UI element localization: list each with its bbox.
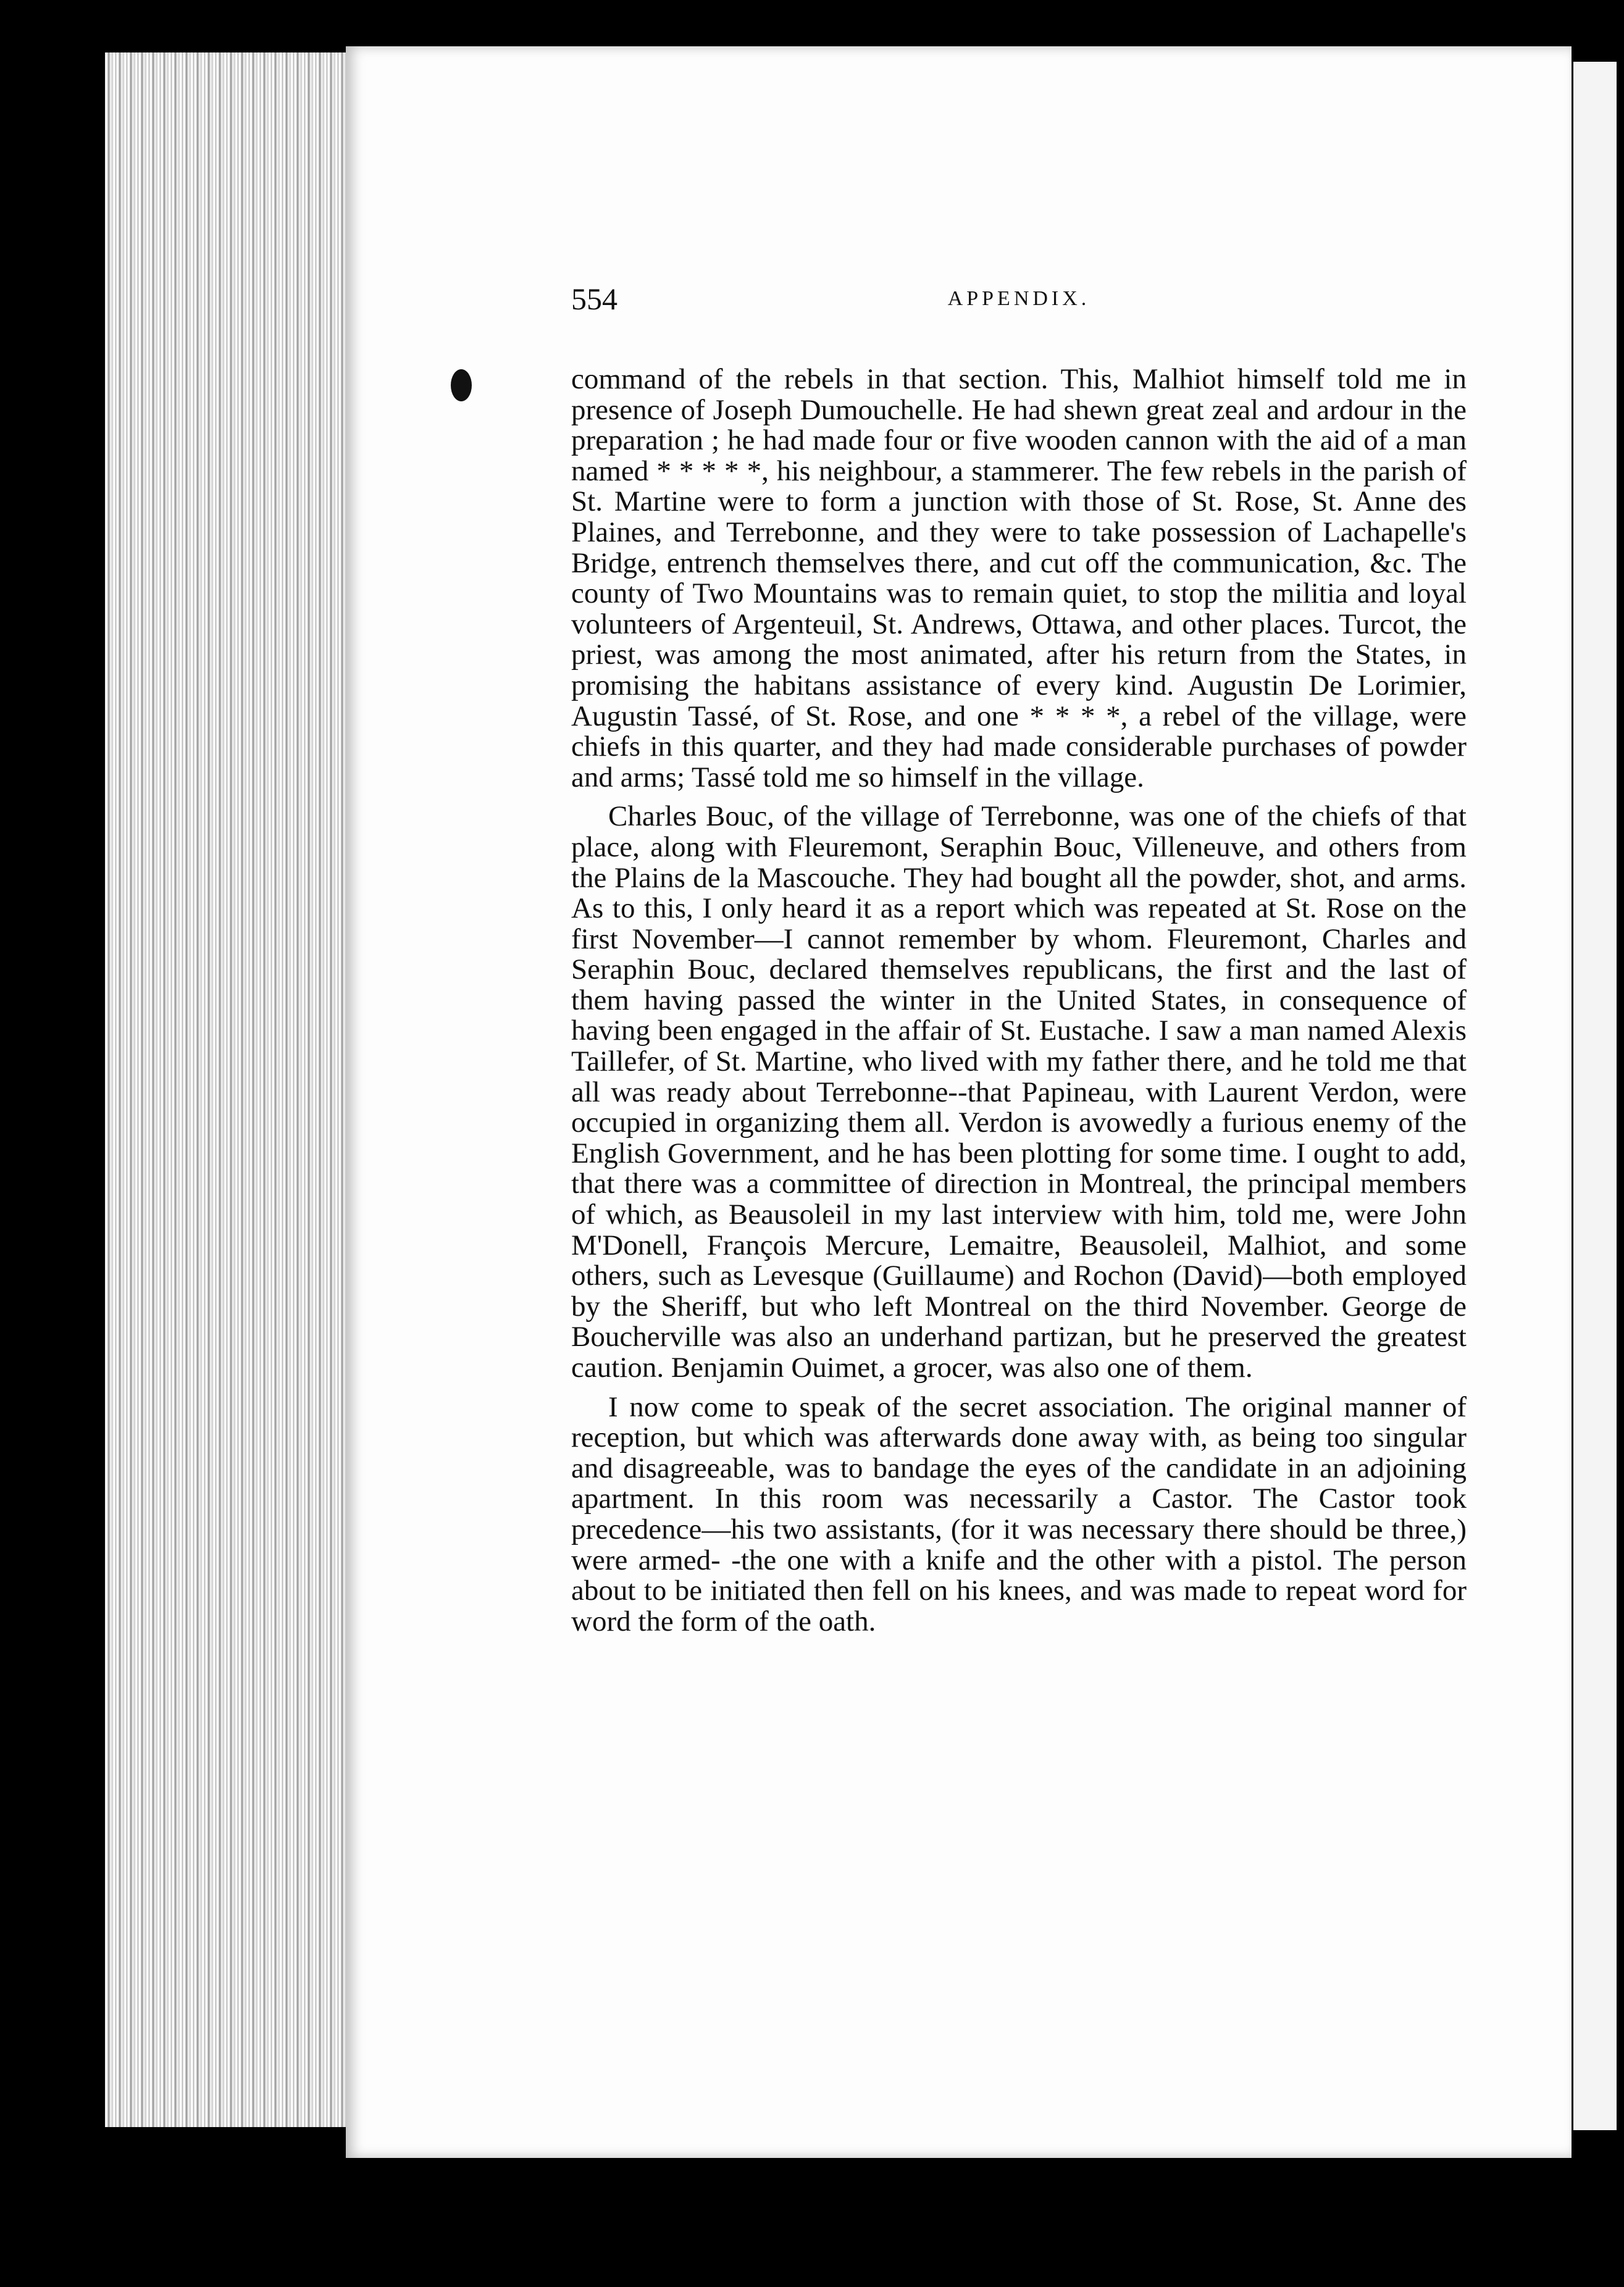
paragraph-3: I now come to speak of the secret association. The original manner of reception, but which was afterwards done away with, as being too singular and disagreeable, was to bandage the eyes of the candidate in an adjoining apartment. In this room was necessarily a Castor. The Castor took precedence—his two assistants, (for it was necessary there should be three,) were armed- -the one with a knife and the other with a pistol. The person about to be initiated then fell on his knees, and was made to repeat word for word the form of the oath. xyxy=(571,1390,1467,1637)
page-body xyxy=(571,364,1467,1637)
book-page-edges xyxy=(105,52,364,2127)
paragraph-1: command of the rebels in that section. This, Malhiot himself told me in presence of Joseph Dumouchelle. He had shewn great zeal and ardour in the preparation ; he had made four or five wooden cannon with the aid of a man named * * * * *, his neighbour, a stammerer. The few rebels in the parish of St. Martine were to form a junction with those of St. Rose, St. Anne des Plaines, and Terrebonne, and they were to take possession of Lachapelle's Bridge, entrench themselves there, and cut off the communication, &c. The county of Two Mountains was to remain quiet, to stop the militia and loyal volunteers of Argenteuil, St. Andrews, Ottawa, and other places. Turcot, the priest, was among the most animated, after his return from the States, in promising the habitans assistance of every kind. Augustin De Lorimier, Augustin Tassé, of St. Rose, and one * * * *, a rebel of the village, were chiefs in this quarter, and they had made considerable purchases of powder and arms; Tassé told me so himself in the village. xyxy=(571,363,1467,793)
running-head: APPENDIX. xyxy=(947,287,1090,310)
page-header xyxy=(571,281,1467,324)
page-number: 554 xyxy=(571,282,617,316)
ink-blot xyxy=(451,369,472,401)
paragraph-2: Charles Bouc, of the village of Terrebonne, was one of the chiefs of that place, along with Fleuremont, Seraphin Bouc, Villeneuve, and others from the Plains de la Mascouche. They had bought all the powder, shot, and arms. As to this, I only heard it as a report which was repeated at St. Rose on the first November—I cannot remember by whom. Fleuremont, Charles and Seraphin Bouc, declared themselves republicans, the first and the last of them having passed the winter in the United States, in consequence of having been engaged in the affair of St. Eustache. I saw a man named Alexis Taillefer, of St. Martine, who lived with my father there, and he told me that all was ready about Terrebonne--that Papineau, with Laurent Verdon, were occupied in organizing them all. Verdon is avowedly a furious enemy of the English Government, and he has been plotting for some time. I ought to add, that there was a committee of direction in Montreal, the principal members of which, as Beausoleil in my last interview with him, told me, were John M'Donell, François Mercure, Lemaitre, Beausoleil, Malhiot, and some others, such as Levesque (Guillaume) and Rochon (David)—both employed by the Sheriff, but who left Montreal on the third November. George de Boucherville was also an underhand partizan, but he preserved the greatest caution. Benjamin Ouimet, a grocer, was also one of them. xyxy=(571,800,1467,1384)
facing-page-edge xyxy=(1573,62,1617,2130)
